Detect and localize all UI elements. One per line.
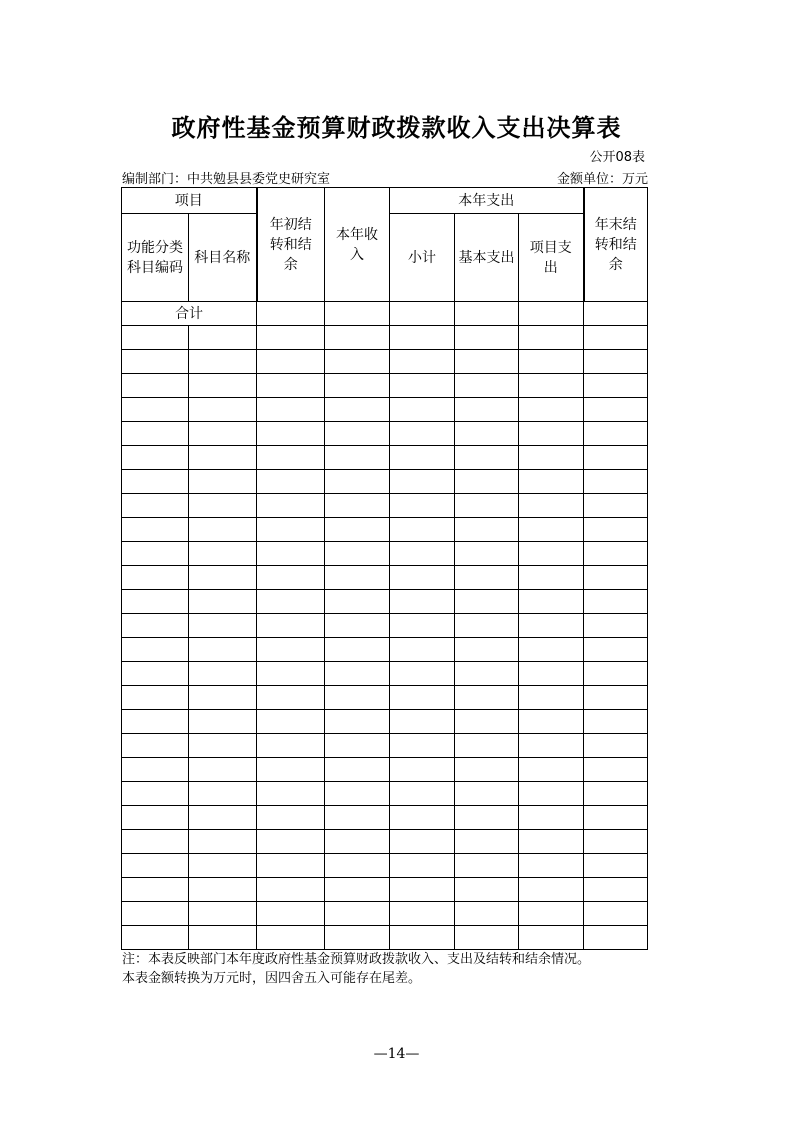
table-cell	[390, 542, 455, 566]
table-cell	[455, 758, 519, 782]
table-cell	[584, 518, 648, 542]
notes	[122, 950, 590, 988]
table-cell	[325, 542, 390, 566]
table-cell	[122, 374, 189, 398]
table-cell	[455, 878, 519, 902]
table-row	[122, 518, 648, 542]
table-cell	[519, 686, 584, 710]
table-cell	[257, 494, 325, 518]
table-cell	[390, 854, 455, 878]
table-cell	[455, 566, 519, 590]
table-cell	[519, 902, 584, 926]
table-cell	[584, 470, 648, 494]
table-row	[122, 902, 648, 926]
table-cell	[189, 710, 257, 734]
table-cell	[519, 518, 584, 542]
table-cell	[189, 638, 257, 662]
table-cell	[257, 518, 325, 542]
table-cell	[519, 326, 584, 350]
table-cell	[455, 734, 519, 758]
table-cell	[257, 326, 325, 350]
table-cell	[257, 302, 325, 326]
table-cell	[257, 614, 325, 638]
table-cell	[584, 614, 648, 638]
table-cell	[455, 374, 519, 398]
table-cell	[189, 902, 257, 926]
table-cell	[584, 758, 648, 782]
table-cell	[325, 398, 390, 422]
table-cell	[122, 542, 189, 566]
table-cell	[584, 326, 648, 350]
table-cell	[455, 326, 519, 350]
form-code: 公开08表	[589, 150, 645, 165]
table-cell	[519, 566, 584, 590]
table-cell	[257, 470, 325, 494]
table-cell	[325, 854, 390, 878]
table-cell	[189, 350, 257, 374]
table-cell	[584, 854, 648, 878]
table-cell	[584, 782, 648, 806]
header-basic: 基本支出	[455, 214, 519, 302]
table-cell	[122, 638, 189, 662]
table-cell	[455, 782, 519, 806]
table-cell	[325, 638, 390, 662]
table-cell	[390, 638, 455, 662]
table-cell	[455, 662, 519, 686]
table-cell	[122, 926, 189, 950]
table-cell	[189, 662, 257, 686]
table-cell	[122, 782, 189, 806]
table-cell	[455, 902, 519, 926]
header-project: 项目	[122, 188, 257, 214]
table-cell	[584, 806, 648, 830]
table-cell	[455, 518, 519, 542]
header-income: 本年收入	[325, 188, 390, 302]
table-cell	[325, 446, 390, 470]
table-cell	[189, 494, 257, 518]
table-cell	[390, 758, 455, 782]
table-cell	[519, 638, 584, 662]
table-cell	[189, 734, 257, 758]
table-cell	[189, 830, 257, 854]
table-cell	[122, 662, 189, 686]
table-cell	[325, 662, 390, 686]
table-cell	[390, 518, 455, 542]
table-cell	[325, 590, 390, 614]
table-row	[122, 734, 648, 758]
table-cell	[390, 662, 455, 686]
table-cell	[519, 422, 584, 446]
table-cell	[325, 926, 390, 950]
table-cell	[455, 422, 519, 446]
table-cell	[325, 686, 390, 710]
table-cell	[122, 686, 189, 710]
table-cell	[390, 782, 455, 806]
table-cell	[325, 326, 390, 350]
table-cell	[122, 830, 189, 854]
table-cell	[519, 830, 584, 854]
table-cell	[390, 302, 455, 326]
table-cell	[390, 902, 455, 926]
table-cell	[455, 806, 519, 830]
table-cell	[519, 542, 584, 566]
table-cell	[519, 470, 584, 494]
table-cell	[519, 734, 584, 758]
table-cell	[455, 686, 519, 710]
table-row	[122, 374, 648, 398]
table-cell	[390, 470, 455, 494]
table-row	[122, 614, 648, 638]
table-row	[122, 758, 648, 782]
table-row	[122, 878, 648, 902]
table-row	[122, 422, 648, 446]
table-cell	[257, 902, 325, 926]
table-cell	[390, 374, 455, 398]
table-cell	[390, 566, 455, 590]
table-cell	[325, 494, 390, 518]
table-cell	[189, 926, 257, 950]
table-cell	[257, 638, 325, 662]
table-cell	[257, 542, 325, 566]
table-row	[122, 470, 648, 494]
total-row	[122, 302, 648, 326]
table-cell	[584, 374, 648, 398]
table-cell	[584, 542, 648, 566]
table-cell	[189, 422, 257, 446]
table-cell	[584, 350, 648, 374]
table-cell	[189, 470, 257, 494]
table-cell	[122, 806, 189, 830]
table-cell	[584, 926, 648, 950]
table-cell	[325, 422, 390, 446]
header-expense: 本年支出	[390, 188, 584, 214]
header-begin-balance: 年初结转和结余	[257, 188, 325, 302]
table-cell	[122, 734, 189, 758]
table-cell	[455, 638, 519, 662]
table-cell	[519, 350, 584, 374]
table-cell	[257, 734, 325, 758]
table-cell	[519, 446, 584, 470]
table-cell	[257, 830, 325, 854]
total-label: 合计	[122, 302, 257, 326]
table-cell	[189, 518, 257, 542]
table-cell	[519, 614, 584, 638]
header-subject-name: 科目名称	[189, 214, 257, 302]
table-cell	[519, 758, 584, 782]
table-cell	[584, 734, 648, 758]
table-cell	[122, 446, 189, 470]
table-cell	[189, 686, 257, 710]
table-row	[122, 710, 648, 734]
table-row	[122, 350, 648, 374]
table-cell	[257, 374, 325, 398]
table-cell	[257, 350, 325, 374]
table-cell	[455, 926, 519, 950]
table-row	[122, 590, 648, 614]
table-cell	[519, 878, 584, 902]
table-cell	[122, 494, 189, 518]
table-cell	[584, 590, 648, 614]
table-cell	[189, 542, 257, 566]
table-cell	[122, 518, 189, 542]
table-cell	[584, 422, 648, 446]
table-row	[122, 542, 648, 566]
table-cell	[455, 542, 519, 566]
table-cell	[122, 470, 189, 494]
table-cell	[257, 854, 325, 878]
table-row	[122, 662, 648, 686]
table-cell	[122, 854, 189, 878]
table-cell	[325, 806, 390, 830]
table-cell	[325, 374, 390, 398]
table-cell	[325, 710, 390, 734]
header-end-balance: 年末结转和结余	[584, 188, 648, 302]
table-cell	[189, 758, 257, 782]
table-cell	[390, 422, 455, 446]
table-cell	[122, 614, 189, 638]
table-cell	[390, 590, 455, 614]
table-cell	[325, 758, 390, 782]
table-cell	[390, 326, 455, 350]
table-cell	[390, 830, 455, 854]
table-cell	[325, 782, 390, 806]
table-cell	[189, 782, 257, 806]
table-row	[122, 398, 648, 422]
table-cell	[455, 710, 519, 734]
table-cell	[519, 854, 584, 878]
table-cell	[584, 710, 648, 734]
table-cell	[257, 806, 325, 830]
table-row	[122, 782, 648, 806]
table-cell	[390, 710, 455, 734]
table-cell	[122, 326, 189, 350]
table-cell	[455, 470, 519, 494]
table-cell	[390, 926, 455, 950]
table-row	[122, 446, 648, 470]
table-cell	[257, 926, 325, 950]
table-cell	[325, 878, 390, 902]
table-cell	[189, 446, 257, 470]
table-cell	[189, 614, 257, 638]
table-cell	[455, 614, 519, 638]
table-cell	[584, 830, 648, 854]
table-cell	[455, 590, 519, 614]
table-row	[122, 806, 648, 830]
table-cell	[390, 734, 455, 758]
table-cell	[519, 590, 584, 614]
table-cell	[122, 758, 189, 782]
table-row	[122, 686, 648, 710]
table-cell	[584, 494, 648, 518]
table-cell	[584, 662, 648, 686]
table-cell	[325, 566, 390, 590]
table-cell	[122, 902, 189, 926]
table-cell	[189, 398, 257, 422]
table-cell	[584, 638, 648, 662]
table-cell	[325, 902, 390, 926]
table-cell	[390, 806, 455, 830]
table-cell	[325, 470, 390, 494]
table-cell	[455, 854, 519, 878]
table-cell	[189, 854, 257, 878]
table-cell	[257, 758, 325, 782]
table-cell	[122, 422, 189, 446]
table-cell	[257, 422, 325, 446]
table-row	[122, 566, 648, 590]
table-cell	[519, 494, 584, 518]
table-cell	[122, 590, 189, 614]
table-cell	[455, 302, 519, 326]
table-cell	[519, 806, 584, 830]
table-cell	[257, 590, 325, 614]
table-cell	[189, 326, 257, 350]
header-subtotal: 小计	[390, 214, 455, 302]
table-cell	[519, 662, 584, 686]
table-row	[122, 854, 648, 878]
note-line-2: 本表金额转换为万元时，因四舍五入可能存在尾差。	[122, 971, 422, 986]
table-cell	[122, 710, 189, 734]
table-cell	[455, 398, 519, 422]
table-cell	[189, 806, 257, 830]
table-cell	[390, 878, 455, 902]
table-cell	[584, 398, 648, 422]
budget-table	[121, 187, 648, 950]
table-cell	[519, 398, 584, 422]
table-cell	[390, 686, 455, 710]
table-cell	[390, 614, 455, 638]
table-cell	[122, 350, 189, 374]
table-cell	[325, 614, 390, 638]
table-cell	[257, 878, 325, 902]
table-cell	[257, 566, 325, 590]
table-cell	[519, 926, 584, 950]
table-cell	[390, 446, 455, 470]
table-cell	[519, 782, 584, 806]
compiler-label: 编制部门：中共勉县县委党史研究室	[122, 172, 331, 187]
table-cell	[257, 686, 325, 710]
table-cell	[257, 710, 325, 734]
table-cell	[189, 590, 257, 614]
table-cell	[325, 830, 390, 854]
table-cell	[325, 302, 390, 326]
table-cell	[189, 566, 257, 590]
table-cell	[519, 302, 584, 326]
table-cell	[325, 518, 390, 542]
table-cell	[584, 878, 648, 902]
page-title: 政府性基金预算财政拨款收入支出决算表	[171, 114, 622, 142]
table-row	[122, 494, 648, 518]
table-cell	[519, 710, 584, 734]
table-cell	[122, 398, 189, 422]
table-cell	[257, 662, 325, 686]
table-cell	[257, 398, 325, 422]
table-cell	[122, 878, 189, 902]
table-cell	[584, 686, 648, 710]
table-row	[122, 926, 648, 950]
note-line-1: 注：本表反映部门本年度政府性基金预算财政拨款收入、支出及结转和结余情况。	[122, 952, 591, 967]
table-cell	[122, 566, 189, 590]
table-cell	[455, 830, 519, 854]
table-row	[122, 638, 648, 662]
table-cell	[325, 734, 390, 758]
table-row	[122, 326, 648, 350]
table-cell	[519, 374, 584, 398]
table-cell	[325, 350, 390, 374]
table-cell	[584, 302, 648, 326]
table-cell	[390, 350, 455, 374]
table-cell	[390, 398, 455, 422]
header-func-code: 功能分类科目编码	[122, 214, 189, 302]
table-row	[122, 830, 648, 854]
table-cell	[189, 878, 257, 902]
unit-label: 金额单位：万元	[556, 172, 648, 187]
page-number: —14—	[373, 1046, 420, 1062]
header-project-exp: 项目支出	[519, 214, 584, 302]
table-cell	[455, 446, 519, 470]
table-cell	[257, 782, 325, 806]
table-cell	[390, 494, 455, 518]
table-cell	[455, 494, 519, 518]
table-cell	[257, 446, 325, 470]
table-cell	[455, 350, 519, 374]
table-cell	[584, 566, 648, 590]
table-cell	[189, 374, 257, 398]
table-cell	[584, 446, 648, 470]
table-cell	[584, 902, 648, 926]
